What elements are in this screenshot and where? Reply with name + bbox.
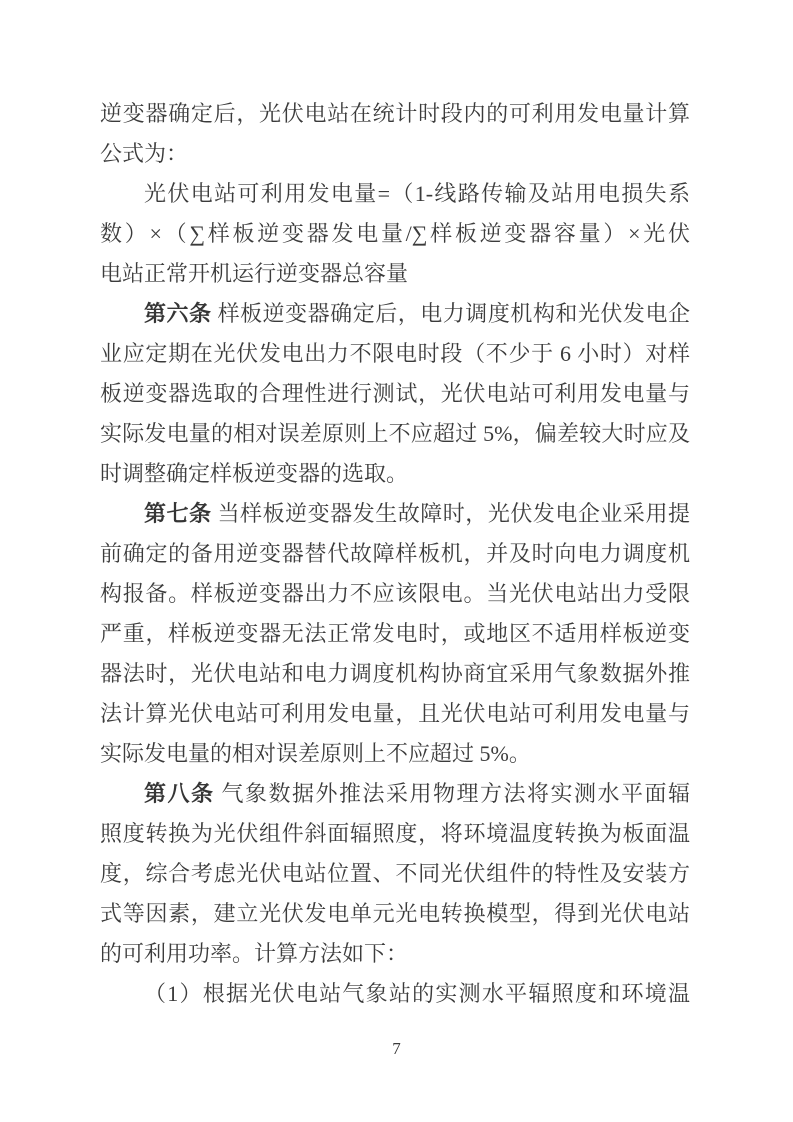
text-line: 式等因素，建立光伏发电单元光电转换模型，得到光伏电站 (100, 901, 690, 926)
text-line: 光伏电站可利用发电量=（1-线路传输及站用电损失系 (144, 181, 690, 206)
text-line: 逆变器确定后，光伏电站在统计时段内的可利用发电量计算 (100, 101, 690, 126)
text-line: 数）×（∑样板逆变器发电量/∑样板逆变器容量）×光伏 (100, 221, 690, 246)
text-line: （1）根据光伏电站气象站的实测水平辐照度和环境温 (144, 981, 690, 1006)
text-line: 器法时，光伏电站和电力调度机构协商宜采用气象数据外推 (100, 661, 690, 686)
document-body (100, 94, 690, 1014)
text-line: 公式为： (100, 141, 189, 166)
page-number: 7 (392, 1039, 401, 1058)
article-number: 第八条 (144, 781, 215, 806)
text-line: 前确定的备用逆变器替代故障样板机，并及时向电力调度机 (100, 541, 690, 566)
text-line: 业应定期在光伏发电出力不限电时段（不少于 6 小时）对样 (100, 341, 690, 366)
text-line: 实际发电量的相对误差原则上不应超过 5%，偏差较大时应及 (100, 421, 690, 446)
text-line: 时调整确定样板逆变器的选取。 (100, 461, 409, 486)
article-number: 第六条 (144, 301, 212, 326)
text-line: 实际发电量的相对误差原则上不应超过 5%。 (100, 741, 531, 766)
text-line: 板逆变器选取的合理性进行测试，光伏电站可利用发电量与 (100, 381, 690, 406)
text-line: 第七条 当样板逆变器发生故障时，光伏发电企业采用提 (144, 501, 690, 526)
text-line: 照度转换为光伏组件斜面辐照度，将环境温度转换为板面温 (100, 821, 690, 846)
text-line: 严重，样板逆变器无法正常发电时，或地区不适用样板逆变 (100, 621, 690, 646)
text-line: 的可利用功率。计算方法如下： (100, 941, 409, 966)
page-footer (0, 1038, 793, 1060)
text-line: 构报备。样板逆变器出力不应该限电。当光伏电站出力受限 (100, 581, 690, 606)
text-line: 电站正常开机运行逆变器总容量 (100, 261, 409, 286)
text-line: 度，综合考虑光伏电站位置、不同光伏组件的特性及安装方 (100, 861, 690, 886)
text-line: 第八条 气象数据外推法采用物理方法将实测水平面辐 (144, 781, 690, 806)
article-number: 第七条 (144, 501, 212, 526)
text-line: 第六条 样板逆变器确定后，电力调度机构和光伏发电企 (144, 301, 690, 326)
text-line: 法计算光伏电站可利用发电量，且光伏电站可利用发电量与 (100, 701, 690, 726)
